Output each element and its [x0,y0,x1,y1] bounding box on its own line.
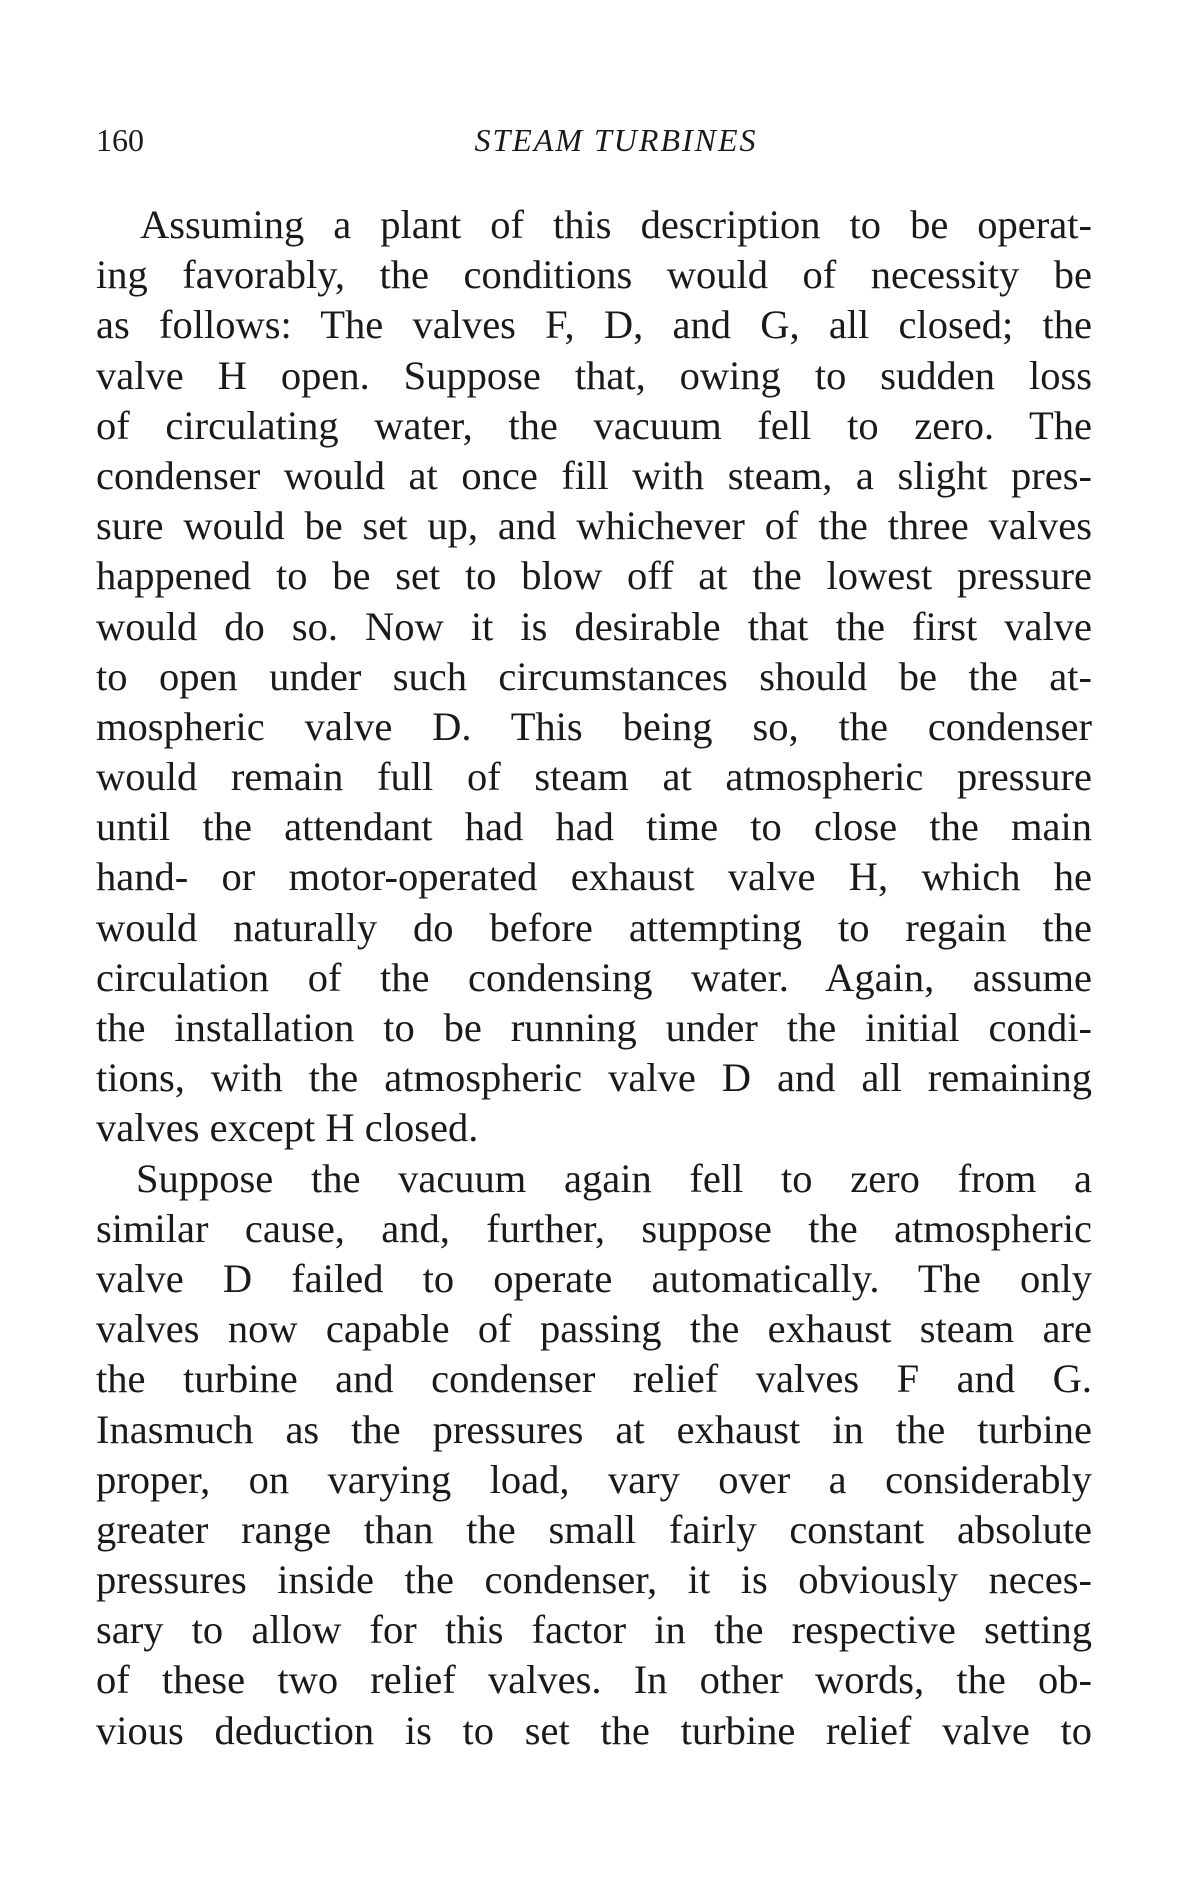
text-line: mospheric valve D. This being so, the condenser [96,703,1092,749]
text-line: condenser would at once fill with steam, a slight pres- [96,452,1092,498]
text-line: of these two relief valves. In other words, the ob- [96,1657,1092,1703]
paragraph-2 [96,1154,1092,1756]
running-title: STEAM TURBINES [474,122,758,158]
text-line: hand- or motor-operated exhaust valve H, which he [96,854,1092,900]
text-line: happened to be set to blow off at the lowest pressure [96,553,1092,599]
text-line: the turbine and condenser relief valves F and G. [96,1356,1092,1402]
text-line: ing favorably, the conditions would of necessity be [96,252,1092,298]
text-line: Inasmuch as the pressures at exhaust in the turbine [96,1406,1092,1452]
text-line: would naturally do before attempting to regain the [96,904,1092,950]
body-text [96,200,1092,1756]
text-line: as follows: The valves F, D, and G, all closed; the [96,302,1092,348]
text-line: valves now capable of passing the exhaust steam are [96,1306,1092,1352]
text-line: similar cause, and, further, suppose the atmospheric [96,1205,1092,1251]
text-line: to open under such circumstances should be the at- [96,653,1092,699]
paragraph-1 [96,200,1092,1154]
text-line: Assuming a plant of this description to be operat- [140,202,1092,247]
text-line: pressures inside the condenser, it is obviously neces- [96,1557,1092,1603]
text-line: proper, on varying load, vary over a considerably [96,1456,1092,1502]
text-line: until the attendant had had time to close the main [96,804,1092,850]
text-line: circulation of the condensing water. Again, assume [96,954,1092,1000]
text-line: would do so. Now it is desirable that the first valve [96,603,1092,649]
text-line: valves except H closed. [96,1105,479,1151]
text-line: greater range than the small fairly constant absolute [96,1506,1092,1552]
page-number: 160 [96,122,144,158]
text-line: tions, with the atmospheric valve D and all remaining [96,1055,1092,1101]
text-line: sure would be set up, and whichever of the three valves [96,503,1092,549]
text-line: Suppose the vacuum again fell to zero from a [136,1155,1092,1201]
text-line: valve D failed to operate automatically. The only [96,1255,1092,1301]
running-head [96,118,1092,162]
text-line: sary to allow for this factor in the respective setting [96,1607,1092,1653]
text-line: vious deduction is to set the turbine relief valve to [96,1707,1092,1753]
text-line: of circulating water, the vacuum fell to zero. The [96,402,1092,448]
text-line: valve H open. Suppose that, owing to sudden loss [96,352,1092,398]
text-line: would remain full of steam at atmospheric pressure [96,754,1092,800]
text-line: the installation to be running under the initial condi- [96,1005,1092,1050]
